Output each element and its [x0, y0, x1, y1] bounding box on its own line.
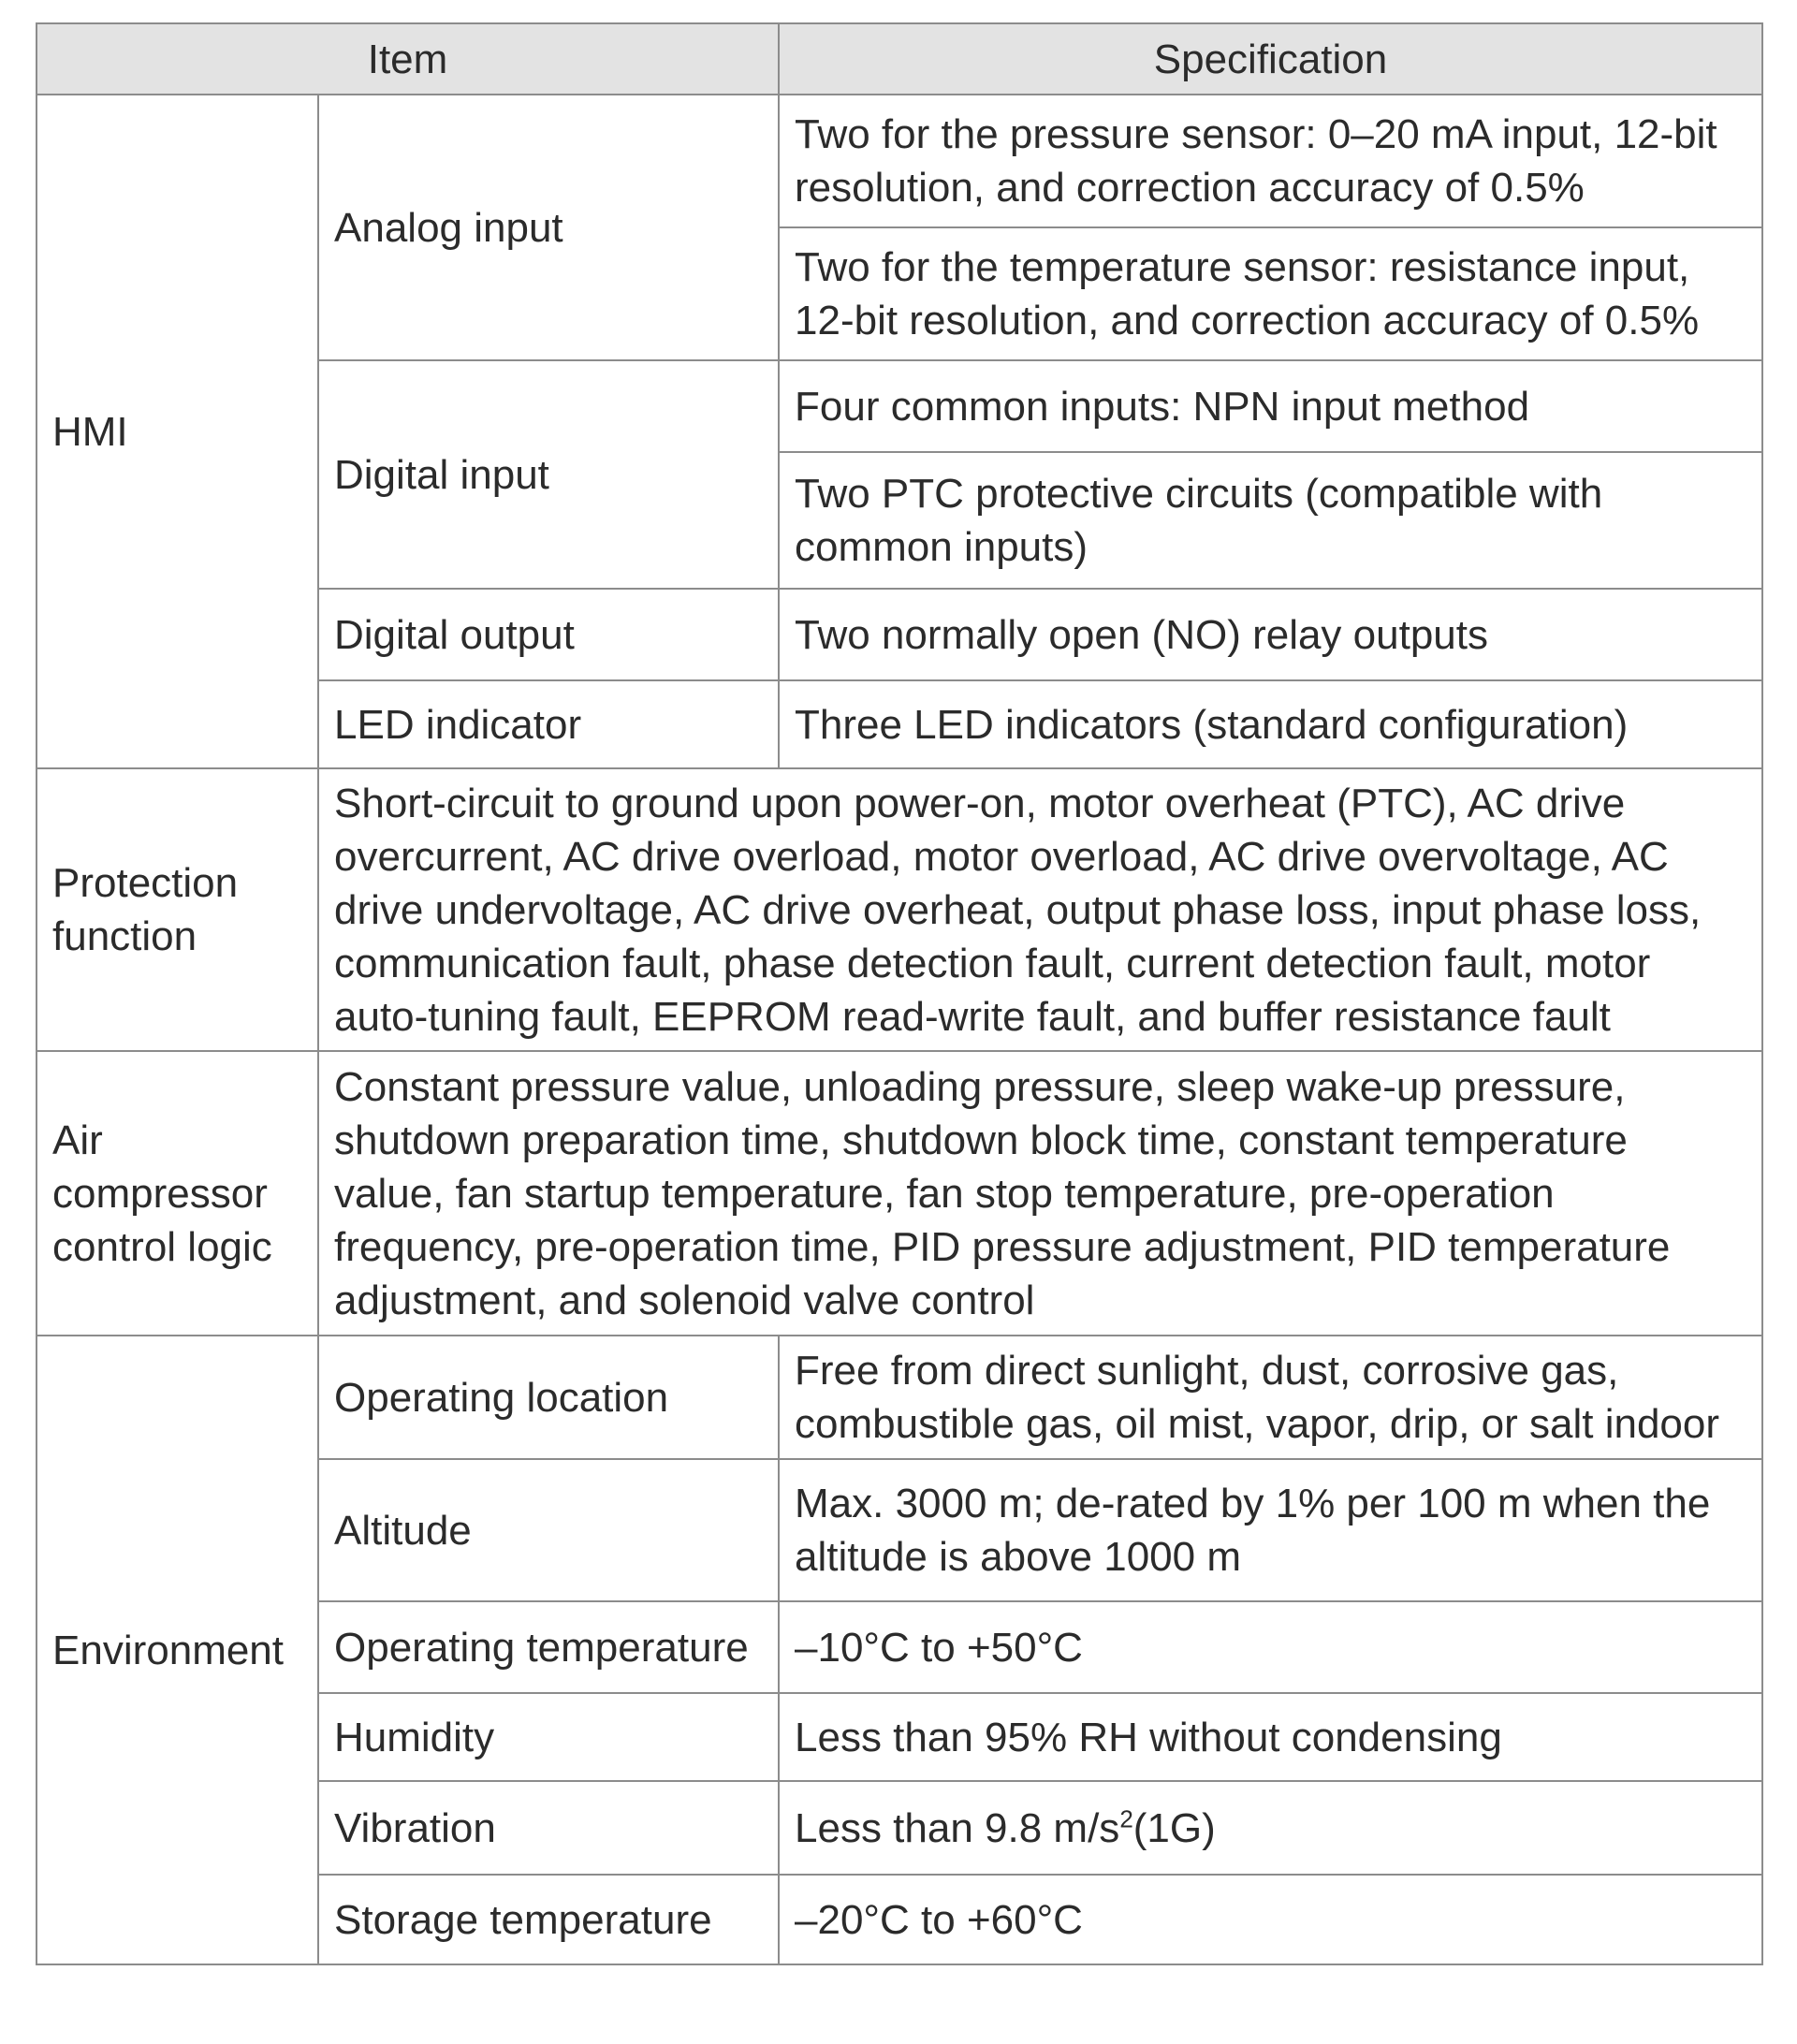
- item-vibration: Vibration: [318, 1781, 779, 1875]
- item-digital-input: Digital input: [318, 360, 779, 589]
- spec-protection-function: Short-circuit to ground upon power-on, motor overheat (PTC), AC drive overcurrent, AC drive overload, motor overload, AC drive overvoltage, AC drive undervoltage, AC drive overheat, output phase loss, input phase loss, communication fault, phase detection fault, current detection fault, motor auto-tuning fault, EEPROM read-write fault, and buffer resistance fault: [318, 768, 1762, 1051]
- item-led-indicator: LED indicator: [318, 680, 779, 768]
- spec-analog-input-pressure: Two for the pressure sensor: 0–20 mA input, 12-bit resolution, and correction accuracy of 0.5%: [779, 95, 1762, 227]
- header-specification: Specification: [779, 23, 1762, 95]
- spec-operating-temperature: –10°C to +50°C: [779, 1601, 1762, 1693]
- category-hmi: HMI: [37, 95, 318, 768]
- header-row: [37, 23, 1762, 95]
- spec-digital-input-common: Four common inputs: NPN input method: [779, 360, 1762, 452]
- item-operating-temperature: Operating temperature: [318, 1601, 779, 1693]
- table-row: [37, 1051, 1762, 1336]
- spec-altitude: Max. 3000 m; de-rated by 1% per 100 m when the altitude is above 1000 m: [779, 1459, 1762, 1601]
- item-humidity: Humidity: [318, 1693, 779, 1781]
- table-row: [37, 95, 1762, 227]
- spec-vibration-superscript: 2: [1119, 1803, 1133, 1832]
- spec-digital-output: Two normally open (NO) relay outputs: [779, 589, 1762, 680]
- spec-analog-input-temperature: Two for the temperature sensor: resistance input, 12-bit resolution, and correction accuracy of 0.5%: [779, 227, 1762, 360]
- specification-table: [36, 22, 1763, 1965]
- table-row: [37, 1336, 1762, 1459]
- category-air-compressor-control-logic: Air compressor control logic: [37, 1051, 318, 1336]
- category-protection-function: Protection function: [37, 768, 318, 1051]
- spec-vibration: [779, 1781, 1762, 1875]
- header-item: Item: [37, 23, 779, 95]
- spec-led-indicator: Three LED indicators (standard configuration): [779, 680, 1762, 768]
- spec-air-compressor-control-logic: Constant pressure value, unloading pressure, sleep wake-up pressure, shutdown preparation time, shutdown block time, constant temperature value, fan startup temperature, fan stop temperature, pre-operation frequency, pre-operation time, PID pressure adjustment, PID temperature adjustment, and solenoid valve control: [318, 1051, 1762, 1336]
- spec-vibration-prefix: Less than 9.8 m/s: [795, 1804, 1120, 1851]
- item-digital-output: Digital output: [318, 589, 779, 680]
- item-altitude: Altitude: [318, 1459, 779, 1601]
- item-storage-temperature: Storage temperature: [318, 1875, 779, 1964]
- table-row: [37, 768, 1762, 1051]
- spec-vibration-suffix: (1G): [1132, 1804, 1216, 1851]
- category-environment: Environment: [37, 1336, 318, 1964]
- spec-digital-input-ptc: Two PTC protective circuits (compatible with common inputs): [779, 452, 1762, 589]
- spec-operating-location: Free from direct sunlight, dust, corrosive gas, combustible gas, oil mist, vapor, drip, or salt indoor: [779, 1336, 1762, 1459]
- spec-storage-temperature: –20°C to +60°C: [779, 1875, 1762, 1964]
- item-operating-location: Operating location: [318, 1336, 779, 1459]
- spec-humidity: Less than 95% RH without condensing: [779, 1693, 1762, 1781]
- item-analog-input: Analog input: [318, 95, 779, 360]
